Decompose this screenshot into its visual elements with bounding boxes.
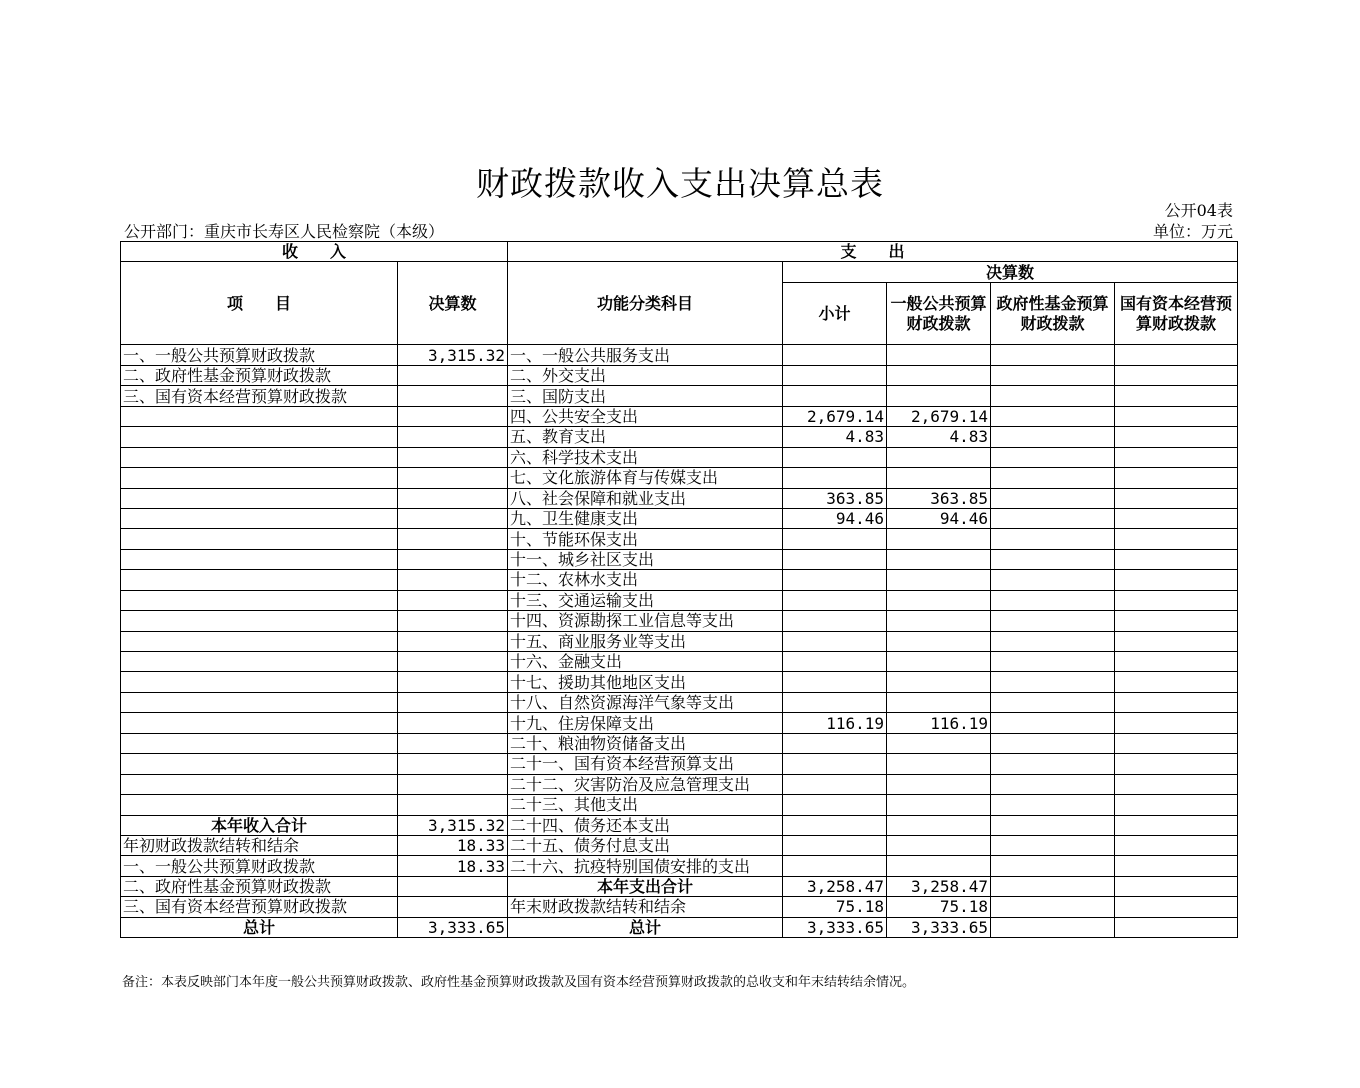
fund-budget-cell <box>991 529 1115 549</box>
general-budget-cell <box>887 754 991 774</box>
general-budget-cell <box>887 468 991 488</box>
income-item-cell <box>121 590 398 610</box>
expense-item-cell: 十一、城乡社区支出 <box>508 549 783 569</box>
general-budget-cell <box>887 570 991 590</box>
income-item-cell: 年初财政拨款结转和结余 <box>121 835 398 855</box>
expense-item-cell: 十二、农林水支出 <box>508 570 783 590</box>
income-item-cell: 二、政府性基金预算财政拨款 <box>121 876 398 896</box>
income-amount-cell <box>398 406 508 426</box>
income-item-cell <box>121 508 398 528</box>
state-capital-budget-cell <box>1115 345 1238 365</box>
fund-budget-cell <box>991 774 1115 794</box>
subtotal-cell: 4.83 <box>783 427 887 447</box>
general-budget-cell: 4.83 <box>887 427 991 447</box>
general-budget-cell <box>887 733 991 753</box>
income-amount-cell <box>398 713 508 733</box>
income-amount-cell <box>398 672 508 692</box>
subtotal-cell <box>783 835 887 855</box>
subtotal-cell <box>783 631 887 651</box>
table-row <box>121 386 1238 406</box>
state-capital-budget-cell <box>1115 386 1238 406</box>
income-amount-cell <box>398 590 508 610</box>
fund-budget-cell <box>991 406 1115 426</box>
income-amount-cell <box>398 508 508 528</box>
subtotal-cell: 2,679.14 <box>783 406 887 426</box>
general-budget-cell <box>887 549 991 569</box>
subtotal-cell <box>783 590 887 610</box>
general-budget-cell: 75.18 <box>887 897 991 917</box>
income-amount-cell <box>398 897 508 917</box>
form-number: 公开04表 <box>1164 201 1233 220</box>
general-budget-cell <box>887 529 991 549</box>
fund-budget-cell <box>991 365 1115 385</box>
fund-budget-cell <box>991 897 1115 917</box>
expense-item-cell: 九、卫生健康支出 <box>508 508 783 528</box>
income-item-cell <box>121 754 398 774</box>
state-capital-budget-cell <box>1115 713 1238 733</box>
unit-label: 单位：万元 <box>1152 222 1233 241</box>
income-item-cell <box>121 406 398 426</box>
state-capital-budget-cell <box>1115 468 1238 488</box>
income-amount-cell <box>398 795 508 815</box>
table-row <box>121 774 1238 794</box>
general-budget-cell <box>887 795 991 815</box>
state-capital-budget-cell <box>1115 590 1238 610</box>
income-item-cell <box>121 733 398 753</box>
general-budget-cell: 2,679.14 <box>887 406 991 426</box>
income-item-cell: 三、国有资本经营预算财政拨款 <box>121 897 398 917</box>
fund-budget-cell <box>991 733 1115 753</box>
expense-item-cell: 本年支出合计 <box>508 876 783 896</box>
income-amount-cell: 3,315.32 <box>398 815 508 835</box>
fund-budget-cell <box>991 631 1115 651</box>
function-class-column-header: 功能分类科目 <box>508 262 783 345</box>
state-capital-budget-cell <box>1115 611 1238 631</box>
income-amount-cell <box>398 447 508 467</box>
state-capital-budget-cell <box>1115 856 1238 876</box>
income-amount-cell <box>398 631 508 651</box>
income-amount-cell: 3,315.32 <box>398 345 508 365</box>
subtotal-cell <box>783 672 887 692</box>
table-row <box>121 611 1238 631</box>
income-amount-cell <box>398 652 508 672</box>
fund-budget-cell <box>991 835 1115 855</box>
income-item-cell <box>121 692 398 712</box>
income-item-cell <box>121 447 398 467</box>
income-item-cell <box>121 611 398 631</box>
table-row <box>121 427 1238 447</box>
fund-budget-cell <box>991 876 1115 896</box>
expense-item-cell: 十六、金融支出 <box>508 652 783 672</box>
subtotal-cell: 3,258.47 <box>783 876 887 896</box>
expense-item-cell: 二十三、其他支出 <box>508 795 783 815</box>
table-row <box>121 365 1238 385</box>
income-item-cell <box>121 713 398 733</box>
fund-budget-cell <box>991 713 1115 733</box>
general-budget-cell: 116.19 <box>887 713 991 733</box>
subtotal-cell <box>783 468 887 488</box>
subtotal-cell <box>783 774 887 794</box>
income-item-cell <box>121 672 398 692</box>
subtotal-cell <box>783 692 887 712</box>
subtotal-cell <box>783 652 887 672</box>
table-row <box>121 692 1238 712</box>
general-budget-cell: 94.46 <box>887 508 991 528</box>
fund-budget-cell <box>991 447 1115 467</box>
income-header: 收 入 <box>121 242 508 262</box>
general-budget-cell <box>887 447 991 467</box>
income-item-cell <box>121 774 398 794</box>
state-capital-budget-cell <box>1115 488 1238 508</box>
income-item-cell: 一、一般公共预算财政拨款 <box>121 345 398 365</box>
expense-item-cell: 八、社会保障和就业支出 <box>508 488 783 508</box>
table-row <box>121 733 1238 753</box>
state-capital-budget-cell <box>1115 427 1238 447</box>
general-budget-column-header: 一般公共预算财政拨款 <box>887 283 991 345</box>
table-row <box>121 856 1238 876</box>
expense-item-cell: 十、节能环保支出 <box>508 529 783 549</box>
income-amount-cell: 18.33 <box>398 856 508 876</box>
subtotal-cell <box>783 754 887 774</box>
table-row <box>121 345 1238 365</box>
state-capital-budget-cell <box>1115 774 1238 794</box>
income-amount-cell <box>398 365 508 385</box>
expense-header: 支 出 <box>508 242 1238 262</box>
expense-item-cell: 年末财政拨款结转和结余 <box>508 897 783 917</box>
general-budget-cell <box>887 386 991 406</box>
fund-budget-cell <box>991 856 1115 876</box>
fund-budget-cell <box>991 754 1115 774</box>
income-item-cell <box>121 631 398 651</box>
subtotal-cell <box>783 815 887 835</box>
subtotal-column-header: 小计 <box>783 283 887 345</box>
income-item-cell <box>121 795 398 815</box>
state-capital-budget-cell <box>1115 897 1238 917</box>
subtotal-cell <box>783 386 887 406</box>
state-capital-budget-column-header: 国有资本经营预算财政拨款 <box>1115 283 1238 345</box>
fund-budget-cell <box>991 611 1115 631</box>
state-capital-budget-cell <box>1115 835 1238 855</box>
state-capital-budget-cell <box>1115 652 1238 672</box>
general-budget-cell <box>887 856 991 876</box>
table-row <box>121 795 1238 815</box>
fund-budget-cell <box>991 488 1115 508</box>
general-budget-cell <box>887 835 991 855</box>
state-capital-budget-cell <box>1115 692 1238 712</box>
expense-item-cell: 七、文化旅游体育与传媒支出 <box>508 468 783 488</box>
expense-item-cell: 二十二、灾害防治及应急管理支出 <box>508 774 783 794</box>
subtotal-cell: 94.46 <box>783 508 887 528</box>
income-amount-cell <box>398 386 508 406</box>
general-budget-cell <box>887 815 991 835</box>
income-amount-cell <box>398 570 508 590</box>
expense-item-cell: 十四、资源勘探工业信息等支出 <box>508 611 783 631</box>
general-budget-cell <box>887 365 991 385</box>
table-row <box>121 835 1238 855</box>
department-label: 公开部门：重庆市长寿区人民检察院（本级） <box>124 222 445 241</box>
income-amount-cell: 3,333.65 <box>398 917 508 937</box>
table-row <box>121 897 1238 917</box>
table-row <box>121 713 1238 733</box>
general-budget-cell <box>887 345 991 365</box>
table-row <box>121 876 1238 896</box>
expense-item-cell: 十三、交通运输支出 <box>508 590 783 610</box>
fund-budget-cell <box>991 468 1115 488</box>
table-row <box>121 672 1238 692</box>
expense-item-cell: 十九、住房保障支出 <box>508 713 783 733</box>
expense-item-cell: 二、外交支出 <box>508 365 783 385</box>
income-amount-cell <box>398 488 508 508</box>
subtotal-cell <box>783 570 887 590</box>
expense-item-cell: 一、一般公共服务支出 <box>508 345 783 365</box>
state-capital-budget-cell <box>1115 754 1238 774</box>
income-item-cell <box>121 468 398 488</box>
subtotal-cell <box>783 529 887 549</box>
subtotal-cell: 3,333.65 <box>783 917 887 937</box>
income-amount-cell: 18.33 <box>398 835 508 855</box>
fund-budget-cell <box>991 692 1115 712</box>
table-row <box>121 447 1238 467</box>
income-amount-cell <box>398 733 508 753</box>
income-item-cell <box>121 427 398 447</box>
subtotal-cell <box>783 549 887 569</box>
general-budget-cell <box>887 652 991 672</box>
state-capital-budget-cell <box>1115 406 1238 426</box>
fund-budget-cell <box>991 508 1115 528</box>
fund-budget-cell <box>991 386 1115 406</box>
state-capital-budget-cell <box>1115 365 1238 385</box>
subtotal-cell <box>783 795 887 815</box>
income-amount-cell <box>398 549 508 569</box>
fund-budget-cell <box>991 427 1115 447</box>
fund-budget-cell <box>991 917 1115 937</box>
general-budget-cell <box>887 672 991 692</box>
expense-item-cell: 二十、粮油物资储备支出 <box>508 733 783 753</box>
table-row <box>121 406 1238 426</box>
state-capital-budget-cell <box>1115 795 1238 815</box>
state-capital-budget-cell <box>1115 876 1238 896</box>
fund-budget-cell <box>991 345 1115 365</box>
expense-item-cell: 二十六、抗疫特别国债安排的支出 <box>508 856 783 876</box>
general-budget-cell <box>887 611 991 631</box>
expense-item-cell: 三、国防支出 <box>508 386 783 406</box>
expense-item-cell: 十七、援助其他地区支出 <box>508 672 783 692</box>
fund-budget-cell <box>991 652 1115 672</box>
table-row <box>121 570 1238 590</box>
fund-budget-cell <box>991 590 1115 610</box>
income-item-cell <box>121 549 398 569</box>
state-capital-budget-cell <box>1115 508 1238 528</box>
state-capital-budget-cell <box>1115 447 1238 467</box>
table-row <box>121 917 1238 937</box>
final-amount-group-header: 决算数 <box>783 262 1238 283</box>
table-row <box>121 815 1238 835</box>
state-capital-budget-cell <box>1115 549 1238 569</box>
income-amount-cell <box>398 692 508 712</box>
state-capital-budget-cell <box>1115 570 1238 590</box>
subtotal-cell: 75.18 <box>783 897 887 917</box>
income-amount-cell <box>398 774 508 794</box>
fund-budget-column-header: 政府性基金预算财政拨款 <box>991 283 1115 345</box>
fund-budget-cell <box>991 795 1115 815</box>
state-capital-budget-cell <box>1115 631 1238 651</box>
state-capital-budget-cell <box>1115 733 1238 753</box>
table-row <box>121 754 1238 774</box>
page-title: 财政拨款收入支出决算总表 <box>476 164 884 203</box>
subtotal-cell <box>783 733 887 753</box>
expense-item-cell: 二十四、债务还本支出 <box>508 815 783 835</box>
table-row <box>121 529 1238 549</box>
expense-item-cell: 五、教育支出 <box>508 427 783 447</box>
subtotal-cell <box>783 447 887 467</box>
fund-budget-cell <box>991 549 1115 569</box>
income-item-cell: 三、国有资本经营预算财政拨款 <box>121 386 398 406</box>
fund-budget-cell <box>991 815 1115 835</box>
subtotal-cell <box>783 345 887 365</box>
general-budget-cell: 3,333.65 <box>887 917 991 937</box>
expense-item-cell: 六、科学技术支出 <box>508 447 783 467</box>
subtotal-cell: 363.85 <box>783 488 887 508</box>
expense-item-cell: 四、公共安全支出 <box>508 406 783 426</box>
fund-budget-cell <box>991 672 1115 692</box>
table-row <box>121 631 1238 651</box>
expense-item-cell: 十八、自然资源海洋气象等支出 <box>508 692 783 712</box>
income-item-cell <box>121 570 398 590</box>
table-row <box>121 468 1238 488</box>
state-capital-budget-cell <box>1115 672 1238 692</box>
footnote: 备注：本表反映部门本年度一般公共预算财政拨款、政府性基金预算财政拨款及国有资本经营预算财政拨款的总收支和年末结转结余情况。 <box>122 975 916 990</box>
table-row <box>121 652 1238 672</box>
state-capital-budget-cell <box>1115 815 1238 835</box>
expense-item-cell: 十五、商业服务业等支出 <box>508 631 783 651</box>
income-amount-cell <box>398 427 508 447</box>
table-row <box>121 590 1238 610</box>
subtotal-cell <box>783 611 887 631</box>
income-amount-cell <box>398 754 508 774</box>
income-item-cell <box>121 652 398 672</box>
subtotal-cell: 116.19 <box>783 713 887 733</box>
income-amount-cell <box>398 876 508 896</box>
table-row <box>121 549 1238 569</box>
income-item-cell <box>121 488 398 508</box>
income-item-cell: 本年收入合计 <box>121 815 398 835</box>
table-row <box>121 508 1238 528</box>
general-budget-cell <box>887 774 991 794</box>
income-item-cell: 一、一般公共预算财政拨款 <box>121 856 398 876</box>
general-budget-cell: 3,258.47 <box>887 876 991 896</box>
general-budget-cell: 363.85 <box>887 488 991 508</box>
income-item-cell: 总计 <box>121 917 398 937</box>
item-column-header: 项 目 <box>121 262 398 345</box>
general-budget-cell <box>887 692 991 712</box>
income-amount-cell <box>398 468 508 488</box>
budget-table <box>120 241 1238 938</box>
income-amount-cell <box>398 529 508 549</box>
state-capital-budget-cell <box>1115 917 1238 937</box>
general-budget-cell <box>887 631 991 651</box>
table-row <box>121 488 1238 508</box>
income-item-cell <box>121 529 398 549</box>
expense-item-cell: 总计 <box>508 917 783 937</box>
state-capital-budget-cell <box>1115 529 1238 549</box>
expense-item-cell: 二十一、国有资本经营预算支出 <box>508 754 783 774</box>
subtotal-cell <box>783 856 887 876</box>
subtotal-cell <box>783 365 887 385</box>
general-budget-cell <box>887 590 991 610</box>
fund-budget-cell <box>991 570 1115 590</box>
final-amount-column-header: 决算数 <box>398 262 508 345</box>
income-amount-cell <box>398 611 508 631</box>
expense-item-cell: 二十五、债务付息支出 <box>508 835 783 855</box>
income-item-cell: 二、政府性基金预算财政拨款 <box>121 365 398 385</box>
